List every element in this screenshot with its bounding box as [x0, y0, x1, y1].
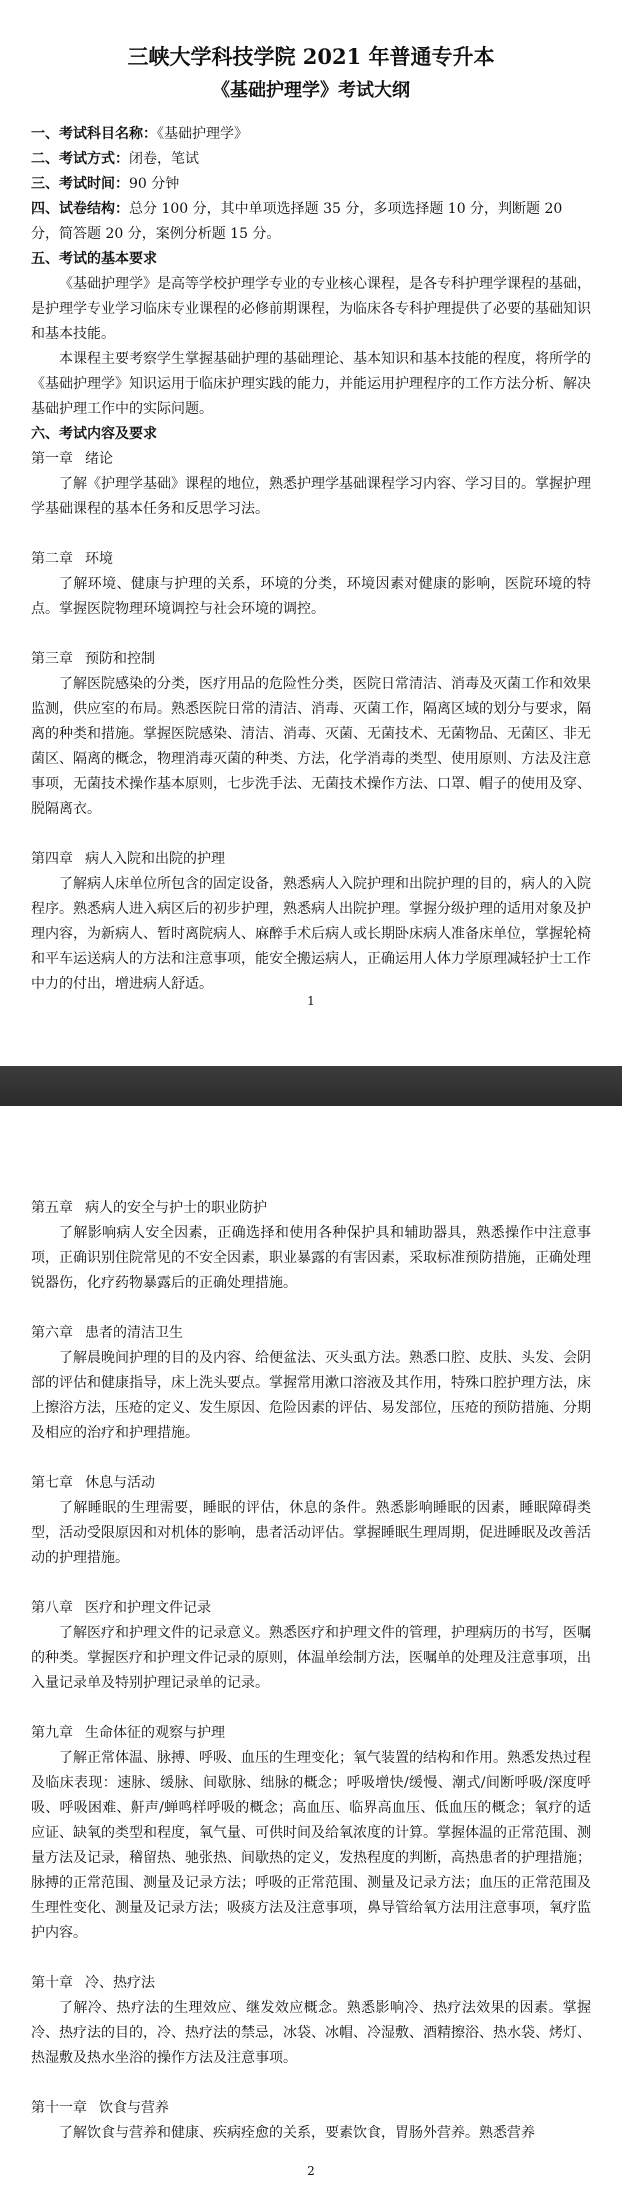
chapter-text: 了解正常体温、脉搏、呼吸、血压的生理变化；氧气装置的结构和作用。熟悉发热过程及临床表现：速脉、缓脉、间歇脉、绌脉的概念；呼吸增快/缓慢、潮式/间断呼吸/深度呼吸、呼吸困难、鼾声/蝉鸣样呼吸的概念；高血压、临界高血压、低血压的概念；氧疗的适应证、缺氧的类型和程度，氧气量、可供时间及给氧浓度的计算。掌握体温的正常范围、测量方法及记录，稽留热、驰张热、间歇热的定义，发热程度的判断，高热患者的护理措施；脉搏的正常范围、测量及记录方法；呼吸的正常范围、测量及记录方法；血压的正常范围及生理性变化、测量及记录方法；吸痰方法及注意事项，鼻导管给氧方法用注意事项，氧疗监护内容。: [31, 1750, 591, 1941]
chapter-block: [31, 2096, 591, 2146]
page-number: 2: [307, 2164, 315, 2178]
chapter-title: [31, 1471, 591, 1496]
chapter-name: 病人的安全与护士的职业防护: [85, 1200, 267, 1216]
document-page-2: [0, 1106, 622, 2198]
chapter-name: 绪论: [85, 451, 113, 467]
chapter-text: 了解医院感染的分类，医疗用品的危险性分类，医院日常清洁、消毒及灭菌工作和效果监测，供应室的布局。熟悉医院日常的清洁、消毒、灭菌工作，隔离区域的划分与要求，隔离的种类和措施。掌握医院感染、清洁、消毒、灭菌、无菌技术、无菌物品、无菌区、非无菌区、隔离的概念，物理消毒灭菌的种类、方法，化学消毒的类型、使用原则、方法及注意事项，无菌技术操作基本原则，七步洗手法、无菌技术操作方法、口罩、帽子的使用及穿、脱隔离衣。: [31, 676, 591, 817]
chapter-name: 医疗和护理文件记录: [85, 1600, 211, 1616]
page-number: 1: [307, 994, 315, 1008]
chapter-name: 预防和控制: [85, 651, 155, 667]
info-value: 总分 100 分，其中单项选择题 35 分，多项选择题 10 分，判断题 20 分，简答题 20 分，案例分析题 15 分。: [31, 201, 563, 242]
chapter-block: [31, 447, 591, 522]
info-structure: [31, 197, 591, 247]
chapter-name: 饮食与营养: [99, 2100, 169, 2116]
page-1-content: [31, 40, 591, 1022]
chapter-title: [31, 547, 591, 572]
chapter-block: [31, 647, 591, 822]
contents-heading: 六、考试内容及要求: [31, 426, 157, 442]
chapter-text: 了解晨晚间护理的目的及内容、给便盆法、灭头虱方法。熟悉口腔、皮肤、头发、会阴部的评估和健康指导，床上洗头要点。掌握常用漱口溶液及其作用，特殊口腔护理方法，床上擦浴方法，压疮的定义、发生原因、危险因素的评估、易发部位，压疮的预防措施、分期及相应的治疗和护理措施。: [31, 1350, 591, 1441]
chapter-block: [31, 1471, 591, 1571]
chapter-text: 了解病人床单位所包含的固定设备，熟悉病人入院护理和出院护理的目的，病人的入院程序。熟悉病人进入病区后的初步护理，熟悉病人出院护理。掌握分级护理的适用对象及护理内容，为新病人、暂时离院病人、麻醉手术后病人或长期卧床病人准备床单位，掌握轮椅和平车运送病人的方法和注意事项，能安全搬运病人，正确运用人体力学原理减轻护士工作中力的付出，增进病人舒适。: [31, 876, 591, 992]
page-2-content: [31, 1196, 591, 2171]
chapter-text: 了解饮食与营养和健康、疾病痊愈的关系，要素饮食，胃肠外营养。熟悉营养: [59, 2125, 535, 2141]
chapter-text: 了解医疗和护理文件的记录意义。熟悉医疗和护理文件的管理，护理病历的书写，医嘱的种类。掌握医疗和护理文件记录的原则，体温单绘制方法，医嘱单的处理及注意事项，出入量记录单及特别护理记录单的记录。: [31, 1625, 591, 1691]
chapter-text: 了解《护理学基础》课程的地位，熟悉护理学基础课程学习内容、学习目的。掌握护理学基础课程的基本任务和反思学习法。: [31, 476, 591, 517]
chapter-block: [31, 847, 591, 997]
chapter-number: 第三章: [31, 651, 73, 667]
info-key: 三、考试时间：: [31, 176, 129, 192]
chapter-name: 冷、热疗法: [85, 1975, 155, 1991]
chapter-name: 休息与活动: [85, 1475, 155, 1491]
chapter-number: 第六章: [31, 1325, 73, 1341]
chapter-name: 生命体征的观察与护理: [85, 1725, 225, 1741]
info-key: 四、试卷结构：: [31, 201, 129, 217]
chapter-number: 第九章: [31, 1725, 73, 1741]
chapter-name: 病人入院和出院的护理: [85, 851, 225, 867]
info-value: 闭卷，笔试: [129, 151, 199, 167]
document-subtitle: 《基础护理学》考试大纲: [212, 80, 410, 101]
chapter-title: [31, 1196, 591, 1221]
requirements-paragraph: 《基础护理学》是高等学校护理学专业的专业核心课程，是各专科护理学课程的基础，是护理学专业学习临床专业课程的必修前期课程，为临床各专科护理提供了必要的基础知识和基本技能。: [31, 276, 591, 342]
chapter-block: [31, 547, 591, 622]
chapter-number: 第四章: [31, 851, 73, 867]
chapter-title: [31, 647, 591, 672]
chapter-title: [31, 1596, 591, 1621]
chapter-number: 第五章: [31, 1200, 73, 1216]
requirements-heading: 五、考试的基本要求: [31, 251, 157, 267]
chapter-number: 第八章: [31, 1600, 73, 1616]
page-separator: [0, 1066, 622, 1106]
chapter-title: [31, 2096, 591, 2121]
document-page-1: [0, 0, 622, 1066]
chapter-block: [31, 1596, 591, 1696]
info-value: 90 分钟: [129, 176, 180, 192]
chapter-title: [31, 1321, 591, 1346]
chapter-name: 环境: [85, 551, 113, 567]
document-title: 三峡大学科技学院 2021 年普通专升本: [127, 44, 495, 69]
info-key: 二、考试方式：: [31, 151, 129, 167]
chapter-number: 第十章: [31, 1975, 73, 1991]
info-subject: [31, 122, 591, 147]
chapter-name: 患者的清洁卫生: [85, 1325, 183, 1341]
chapter-number: 第十一章: [31, 2100, 87, 2116]
requirements-paragraph: 本课程主要考察学生掌握基础护理的基础理论、基本知识和基本技能的程度，将所学的《基础护理学》知识运用于临床护理实践的能力，并能运用护理程序的工作方法分析、解决基础护理工作中的实际问题。: [31, 351, 591, 417]
chapter-text: 了解影响病人安全因素，正确选择和使用各种保护具和辅助器具，熟悉操作中注意事项，正确识别住院常见的不安全因素，职业暴露的有害因素，采取标准预防措施，正确处理锐器伤，化疗药物暴露后的正确处理措施。: [31, 1225, 591, 1291]
info-method: [31, 147, 591, 172]
chapter-text: 了解冷、热疗法的生理效应、继发效应概念。熟悉影响冷、热疗法效果的因素。掌握冷、热疗法的目的，冷、热疗法的禁忌，冰袋、冰帽、冷湿敷、酒精擦浴、热水袋、烤灯、热湿敷及热水坐浴的操作方法及注意事项。: [31, 2000, 591, 2066]
chapter-block: [31, 1721, 591, 1946]
chapter-title: [31, 447, 591, 472]
chapter-block: [31, 1971, 591, 2071]
chapter-block: [31, 1196, 591, 1296]
chapter-number: 第一章: [31, 451, 73, 467]
chapter-number: 第七章: [31, 1475, 73, 1491]
chapter-title: [31, 1721, 591, 1746]
info-duration: [31, 172, 591, 197]
chapter-number: 第二章: [31, 551, 73, 567]
chapter-text: 了解睡眠的生理需要，睡眠的评估，休息的条件。熟悉影响睡眠的因素，睡眠障碍类型，活动受限原因和对机体的影响，患者活动评估。掌握睡眠生理周期，促进睡眠及改善活动的护理措施。: [31, 1500, 591, 1566]
info-value: 《基础护理学》: [157, 126, 248, 142]
info-key: 一、考试科目名称：: [31, 126, 157, 142]
chapter-title: [31, 1971, 591, 1996]
chapter-block: [31, 1321, 591, 1446]
chapter-text: 了解环境、健康与护理的关系，环境的分类，环境因素对健康的影响，医院环境的特点。掌握医院物理环境调控与社会环境的调控。: [31, 576, 591, 617]
chapter-title: [31, 847, 591, 872]
